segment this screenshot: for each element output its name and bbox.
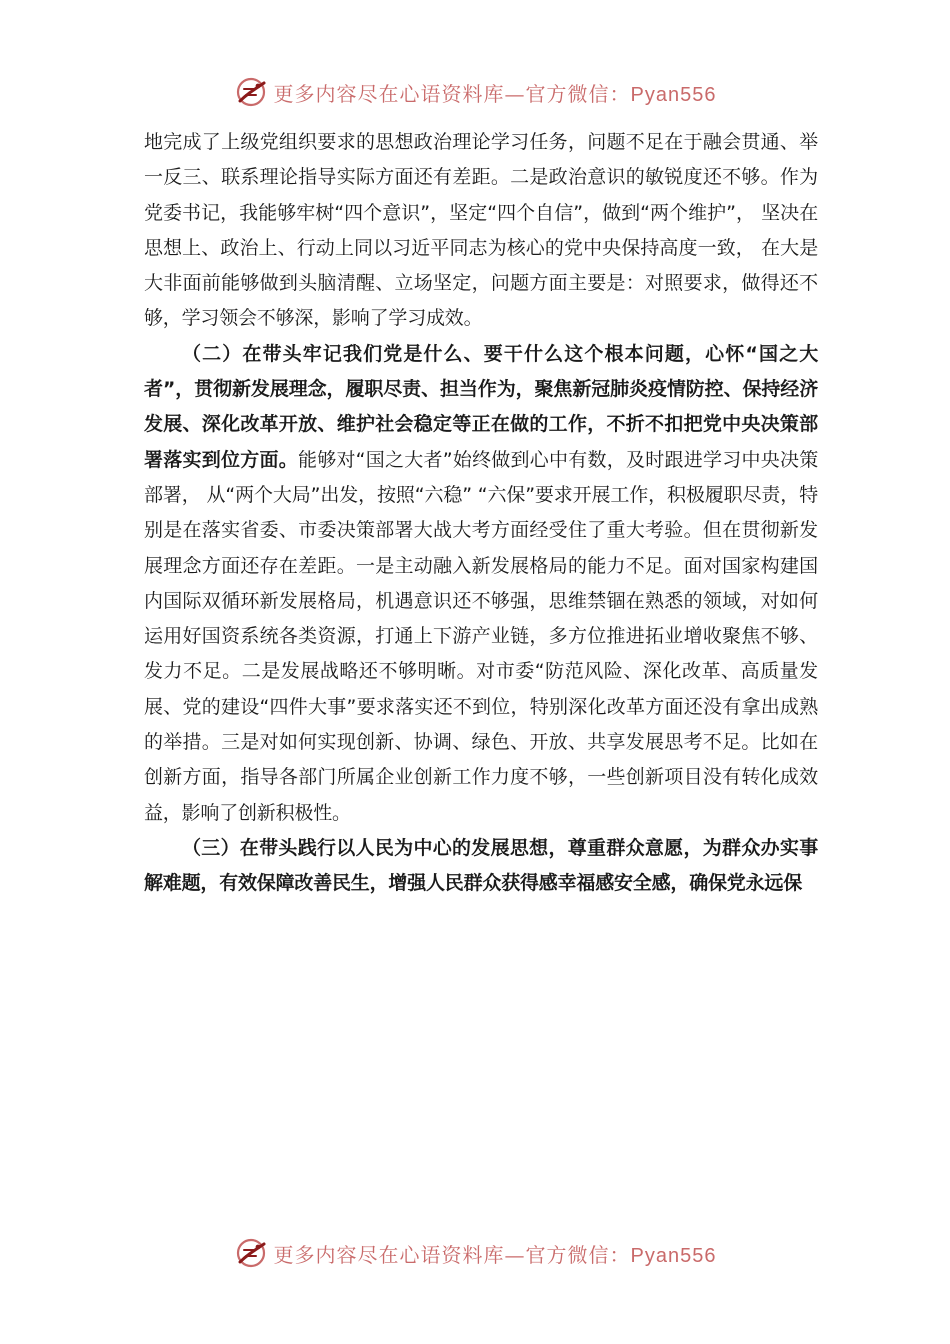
section-3-heading: （三）在带头践行以人民为中心的发展思想，尊重群众意愿，为群众办实事解难题，有效保障改善民生，增强人民群众获得感幸福感安全感，确保党永远保 (144, 836, 818, 895)
section-2-body: 能够对“国之大者”始终做到心中有数，及时跟进学习中央决策部署， 从“两个大局”出发，按照“六稳” “六保”要求开展工作，积极履职尽责，特别是在落实省委、市委决策部署大战大考方面经受住了重大考验。但在贯彻新发展理念方面还存在差距。一是主动融入新发展格局的能力不足。面对国家构建国内国际双循环新发展格局，机遇意识还不够强，思维禁锢在熟悉的领域，对如何运用好国资系统各类资源，打通上下游产业链，多方位推进拓业增收聚焦不够、发力不足。二是发展战略还不够明晰。对市委“防范风险、深化改革、高质量发展、党的建设“四件大事”要求落实还不到位，特别深化改革方面还没有拿出成熟的举措。三是对如何实现创新、协调、绿色、开放、共享发展思考不足。比如在创新方面，指导各部门所属企业创新工作力度不够，一些创新项目没有转化成效益，影响了创新积极性。 (144, 448, 818, 824)
section-2-heading: （二）在带头牢记我们党是什么、要干什么这个根本问题，心怀“国之大者”，贯彻新发展理念，履职尽责、担当作为，聚焦新冠肺炎疫情防控、保持经济发展、深化改革开放、维护社会稳定等正在做的工作，不折不扣把党中央决策部署落实到位方面。 (144, 342, 818, 471)
watermark-prefix: 更多内容尽在心语资料库—官方微信： (273, 81, 631, 106)
paragraph-3 (144, 831, 818, 902)
brand-logo-icon (234, 1236, 268, 1270)
header-watermark (0, 72, 950, 112)
brand-logo-icon (234, 75, 268, 109)
footer-watermark (0, 1233, 950, 1273)
paragraph-2 (144, 337, 818, 831)
watermark-text (274, 1239, 717, 1268)
watermark-text (274, 78, 717, 107)
document-body (144, 125, 818, 902)
watermark-prefix: 更多内容尽在心语资料库—官方微信： (273, 1242, 631, 1267)
paragraph-1: 地完成了上级党组织要求的思想政治理论学习任务，问题不足在于融会贯通、举一反三、联系理论指导实际方面还有差距。二是政治意识的敏锐度还不够。作为党委书记，我能够牢树“四个意识”，坚定“四个自信”，做到“两个维护”， 坚决在思想上、政治上、行动上同以习近平同志为核心的党中央保持高度一致， 在大是大非面前能够做到头脑清醒、立场坚定，问题方面主要是：对照要求，做得还不够，学习领会不够深，影响了学习成效。 (144, 131, 818, 330)
wechat-id: Pyan556 (630, 83, 717, 106)
wechat-id: Pyan556 (630, 1244, 717, 1267)
